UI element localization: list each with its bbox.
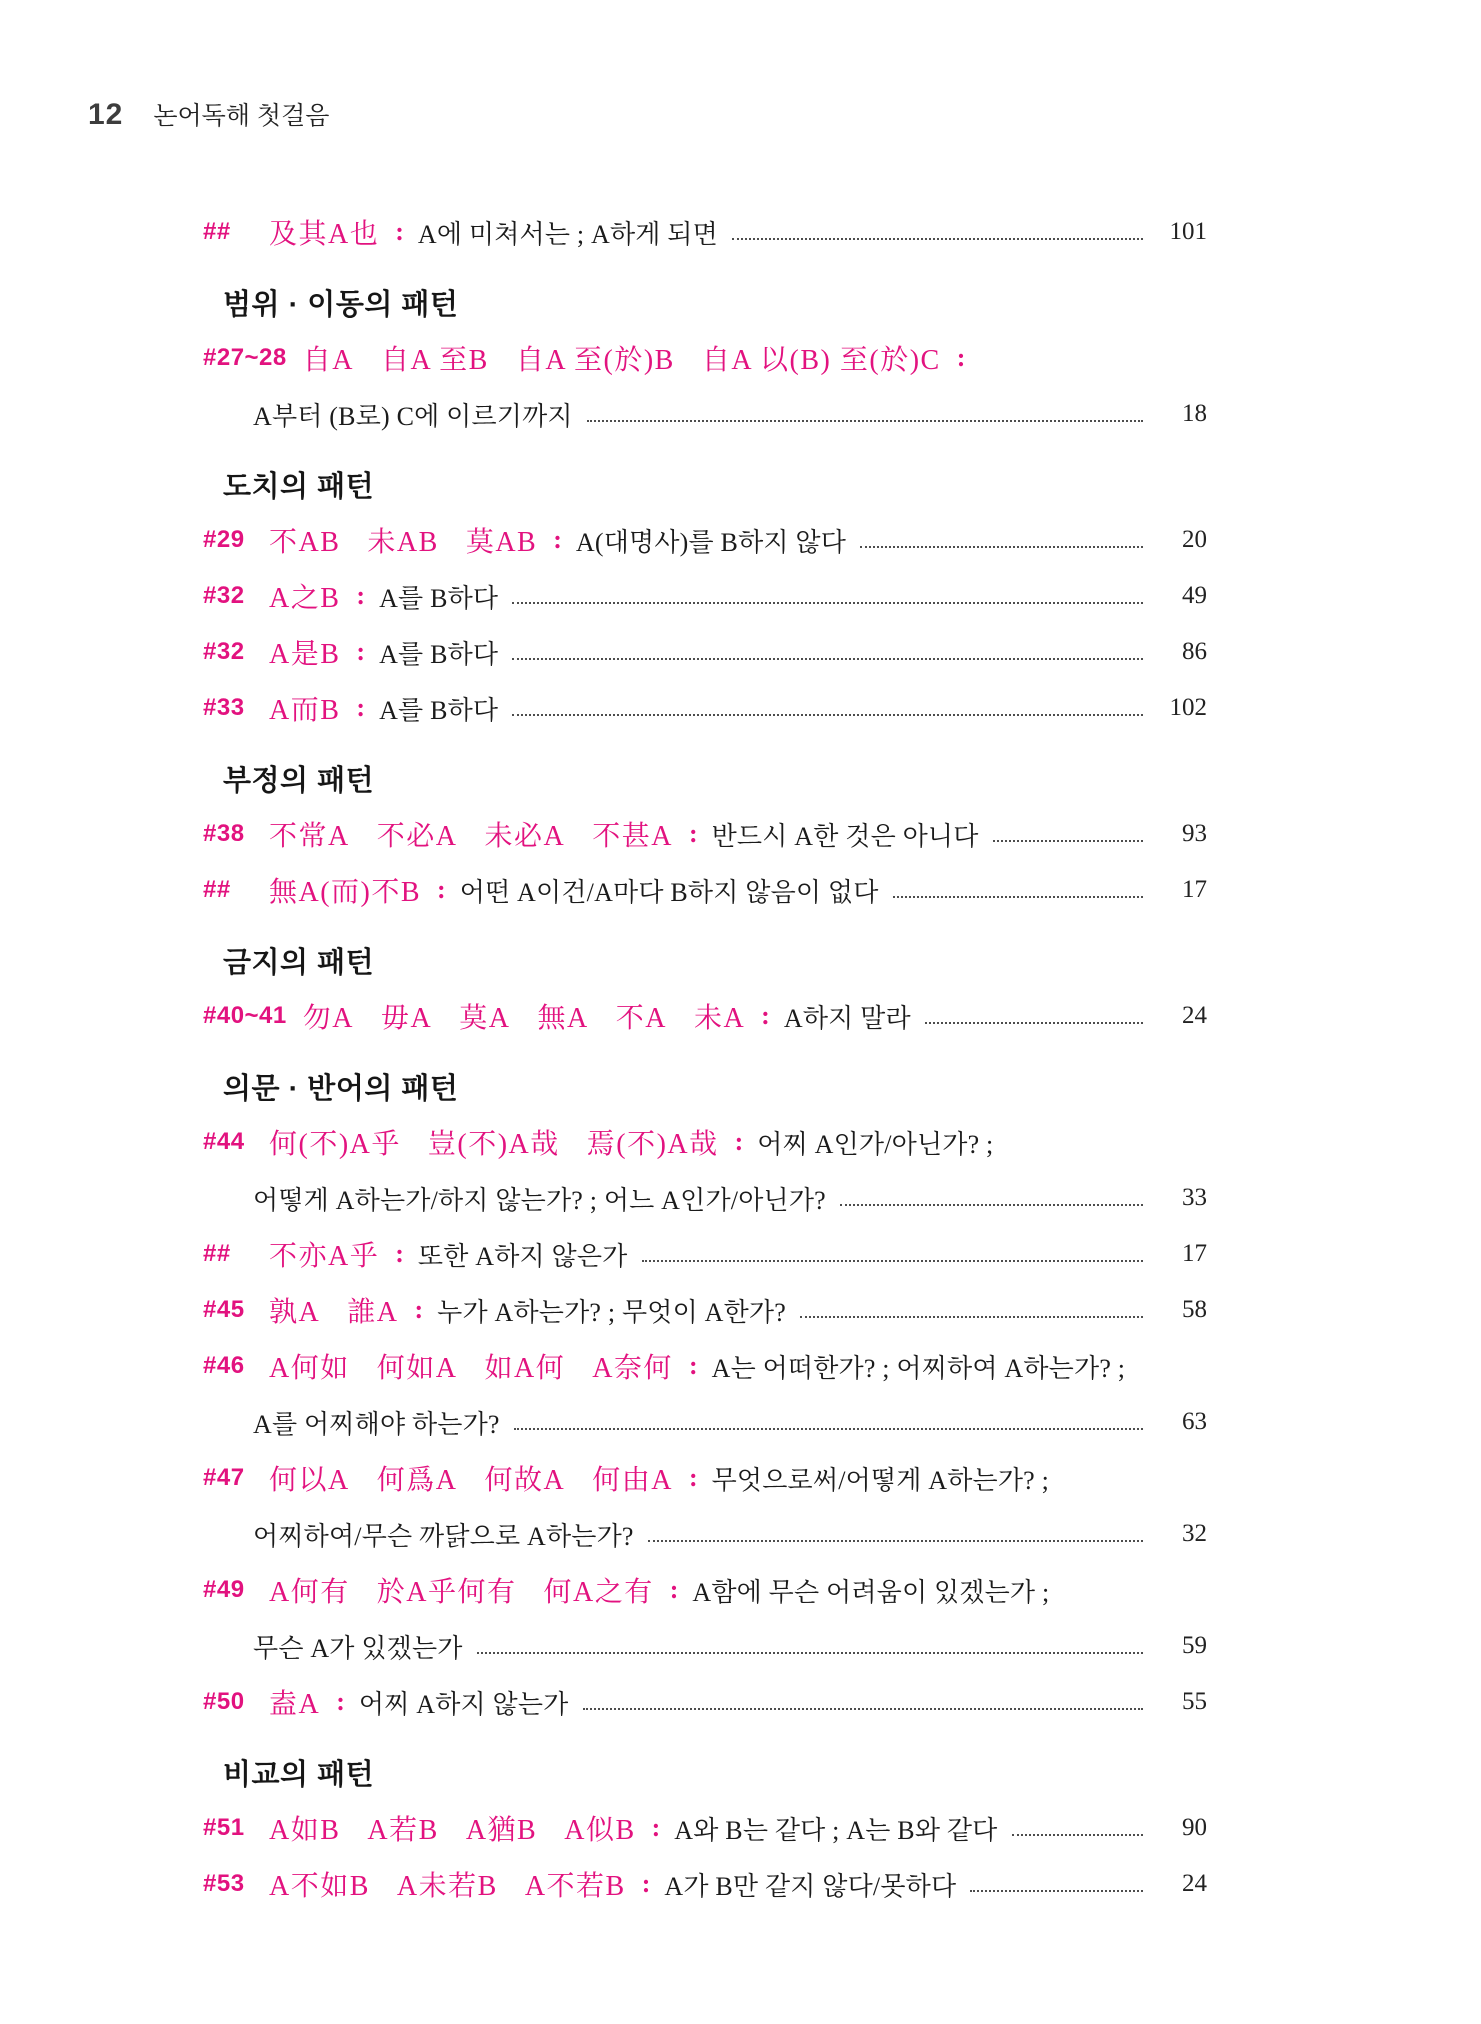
dot-leader [800, 1316, 1143, 1318]
entry-number: #51 [203, 1814, 245, 1841]
page-number: 33 [1182, 1184, 1207, 1211]
entry-description: A함에 무슨 어려움이 있겠는가 ; [692, 1577, 1050, 1607]
entry-description: A하지 말라 [783, 1003, 911, 1033]
dot-leader [512, 602, 1143, 604]
entry-number: #44 [203, 1128, 245, 1155]
hanja-patterns [303, 338, 941, 378]
hanja-pattern: A似B [564, 1815, 636, 1846]
hanja-patterns [269, 576, 340, 616]
dot-leader [732, 238, 1143, 240]
colon-separator: : [356, 637, 366, 666]
entry-description: 어떻게 A하는가/하지 않는가? ; 어느 A인가/아닌가? [253, 1185, 826, 1215]
toc-entry [203, 1674, 1207, 1730]
entry-number: #38 [203, 820, 245, 847]
book-title: 논어독해 첫걸음 [153, 102, 330, 130]
entry-description: 무슨 A가 있겠는가 [253, 1633, 463, 1663]
hanja-patterns [303, 996, 745, 1036]
hanja-pattern: 盍A [269, 1689, 321, 1720]
colon-separator: : [641, 1869, 651, 1898]
colon-separator: : [688, 1463, 698, 1492]
colon-separator: : [356, 693, 366, 722]
page-number: 17 [1182, 876, 1207, 903]
toc-entry [203, 1338, 1207, 1394]
toc-continuation-line [203, 386, 1207, 442]
hanja-patterns [269, 1570, 654, 1610]
hanja-pattern: 未A [693, 1003, 746, 1034]
colon-separator: : [395, 1239, 404, 1268]
hanja-patterns [269, 632, 340, 672]
hanja-pattern: 不甚A [592, 821, 673, 852]
entry-description: 어찌 A하지 않는가 [358, 1689, 569, 1719]
entry-description: 어찌 A인가/아닌가? ; [757, 1129, 994, 1159]
toc-entry [203, 862, 1207, 918]
hanja-patterns [269, 814, 673, 854]
toc-entry [203, 1856, 1207, 1912]
hanja-pattern: A是B [269, 639, 341, 670]
hanja-pattern: 何如A [376, 1353, 458, 1384]
page-number: 18 [1182, 400, 1207, 427]
page-number: 49 [1182, 582, 1207, 609]
section-heading: 비교의 패턴 [223, 1758, 375, 1791]
toc-entry [203, 1226, 1207, 1282]
hanja-pattern: 何(不)A乎 [269, 1129, 401, 1160]
toc-entry [203, 988, 1207, 1044]
toc-continuation-line [203, 1618, 1207, 1674]
hanja-pattern: 不必A [376, 821, 458, 852]
entry-number: #47 [203, 1464, 245, 1491]
hanja-pattern: 自A 至(於)B [515, 345, 675, 376]
entry-number: #46 [203, 1352, 245, 1379]
entry-description: A와 B는 같다 ; A는 B와 같다 [674, 1815, 998, 1845]
toc-entry [203, 204, 1207, 260]
hanja-patterns [269, 1682, 320, 1722]
colon-separator: : [734, 1127, 744, 1156]
toc-list [203, 204, 1207, 1912]
colon-separator: : [688, 1351, 698, 1380]
toc-entry [203, 1450, 1207, 1506]
hanja-pattern: 焉(不)A哉 [586, 1129, 719, 1160]
dot-leader [840, 1204, 1143, 1206]
page-number: 90 [1182, 1814, 1207, 1841]
hanja-pattern: A若B [367, 1815, 439, 1846]
dot-leader [993, 840, 1143, 842]
dot-leader [514, 1428, 1143, 1430]
entry-number: #40~41 [203, 1002, 287, 1029]
toc-continuation-line [203, 1170, 1207, 1226]
entry-number: #33 [203, 694, 245, 721]
hanja-pattern: A如B [269, 1815, 341, 1846]
entry-number: #27~28 [203, 344, 287, 371]
page-number: 93 [1182, 820, 1207, 847]
hanja-pattern: 自A 至B [381, 345, 489, 376]
page-number: 24 [1182, 1870, 1207, 1897]
page-number: 101 [1169, 218, 1207, 245]
hanja-patterns [269, 1234, 379, 1274]
section-heading: 금지의 패턴 [223, 946, 375, 979]
hanja-pattern: 無A [537, 1003, 589, 1034]
hanja-patterns [269, 688, 340, 728]
dot-leader [925, 1022, 1143, 1024]
hanja-pattern: A之B [269, 583, 341, 614]
entry-description: A를 B하다 [379, 583, 499, 613]
hanja-patterns [269, 212, 379, 252]
hanja-pattern: A奈何 [592, 1353, 673, 1384]
page-header [88, 96, 329, 132]
colon-separator: : [336, 1687, 345, 1716]
hanja-pattern: 不常A [269, 821, 350, 852]
toc-entry [203, 1562, 1207, 1618]
hanja-patterns [269, 1864, 626, 1904]
colon-separator: : [414, 1295, 424, 1324]
page-number: 17 [1182, 1240, 1207, 1267]
toc-entry [203, 806, 1207, 862]
dot-leader [893, 896, 1143, 898]
dot-leader [583, 1708, 1144, 1710]
dot-leader [648, 1540, 1143, 1542]
section-heading: 도치의 패턴 [223, 470, 375, 503]
colon-separator: : [956, 343, 966, 372]
entry-description: A를 B하다 [379, 639, 499, 669]
hanja-pattern: 孰A [269, 1297, 321, 1328]
hanja-pattern: 何以A [269, 1465, 350, 1496]
entry-description: 누가 A하는가? ; 무엇이 A한가? [437, 1297, 786, 1327]
toc-entry [203, 624, 1207, 680]
section-heading: 부정의 패턴 [223, 764, 375, 797]
hanja-pattern: 豈(不)A哉 [427, 1129, 560, 1160]
entry-number: ## [203, 218, 231, 245]
page-number: 58 [1182, 1296, 1207, 1323]
entry-number: #32 [203, 582, 245, 609]
hanja-pattern: A何有 [269, 1577, 350, 1608]
hanja-pattern: A猶B [465, 1815, 538, 1846]
entry-description: A를 어찌해야 하는가? [253, 1409, 500, 1439]
hanja-pattern: 未必A [484, 821, 566, 852]
hanja-pattern: 莫AB [465, 527, 538, 558]
dot-leader [512, 714, 1143, 716]
entry-description: A부터 (B로) C에 이르기까지 [253, 401, 573, 431]
toc-entry [203, 1114, 1207, 1170]
hanja-pattern: 莫A [459, 1003, 511, 1034]
colon-separator: : [553, 525, 562, 554]
entry-description: A에 미쳐서는 ; A하게 되면 [417, 219, 718, 249]
hanja-patterns [269, 520, 537, 560]
folio-page-number: 12 [88, 98, 124, 131]
entry-description: A는 어떠한가? ; 어찌하여 A하는가? ; [711, 1353, 1126, 1383]
colon-separator: : [651, 1813, 661, 1842]
entry-number: #32 [203, 638, 245, 665]
entry-number: #29 [203, 526, 245, 553]
hanja-pattern: 無A(而)不B [269, 877, 422, 908]
hanja-pattern: 何A之有 [543, 1577, 654, 1608]
entry-description: A를 B하다 [379, 695, 499, 725]
hanja-pattern: 未AB [367, 527, 439, 558]
hanja-pattern: 不A [615, 1003, 667, 1034]
dot-leader [860, 546, 1143, 548]
hanja-patterns [269, 1346, 673, 1386]
hanja-patterns [269, 1122, 719, 1162]
toc-entry [203, 512, 1207, 568]
hanja-pattern: 自A [302, 345, 354, 376]
entry-number: #49 [203, 1576, 245, 1603]
entry-description: 무엇으로써/어떻게 A하는가? ; [711, 1465, 1050, 1495]
entry-description: 어떤 A이건/A마다 B하지 않음이 없다 [459, 877, 879, 907]
dot-leader [970, 1890, 1143, 1892]
page-number: 63 [1182, 1408, 1207, 1435]
toc-continuation-line [203, 1394, 1207, 1450]
hanja-pattern: 毋A [381, 1003, 433, 1034]
hanja-pattern: 何爲A [376, 1465, 458, 1496]
toc-entry [203, 1282, 1207, 1338]
hanja-patterns [269, 870, 421, 910]
dot-leader [512, 658, 1143, 660]
page-number: 59 [1182, 1632, 1207, 1659]
hanja-patterns [269, 1458, 673, 1498]
entry-number: ## [203, 1240, 231, 1267]
hanja-pattern: A何如 [269, 1353, 350, 1384]
colon-separator: : [761, 1001, 770, 1030]
hanja-pattern: 如A何 [484, 1353, 566, 1384]
hanja-pattern: A未若B [396, 1871, 498, 1902]
hanja-pattern: 不亦A乎 [269, 1241, 380, 1272]
toc-continuation-line [203, 1506, 1207, 1562]
hanja-pattern: A而B [269, 695, 341, 726]
entry-description: 어찌하여/무슨 까닭으로 A하는가? [253, 1521, 634, 1551]
entry-number: #50 [203, 1688, 245, 1715]
toc-entry [203, 568, 1207, 624]
page-number: 55 [1182, 1688, 1207, 1715]
colon-separator: : [437, 875, 446, 904]
dot-leader [642, 1260, 1144, 1262]
page-number: 24 [1182, 1002, 1207, 1029]
entry-number: ## [203, 876, 231, 903]
entry-number: #45 [203, 1296, 245, 1323]
page-number: 86 [1182, 638, 1207, 665]
dot-leader [587, 420, 1143, 422]
toc-entry [203, 680, 1207, 736]
hanja-patterns [269, 1290, 398, 1330]
hanja-pattern: 自A 以(B) 至(於)C [701, 345, 941, 376]
entry-number: #53 [203, 1870, 245, 1897]
colon-separator: : [356, 581, 366, 610]
toc-entry [203, 330, 1207, 386]
hanja-pattern: A不若B [524, 1871, 626, 1902]
entry-description: 반드시 A한 것은 아니다 [711, 821, 979, 851]
hanja-pattern: 誰A [347, 1297, 399, 1328]
hanja-pattern: 勿A [302, 1003, 354, 1034]
dot-leader [477, 1652, 1143, 1654]
page-number: 32 [1182, 1520, 1207, 1547]
hanja-patterns [269, 1808, 636, 1848]
toc-entry [203, 1800, 1207, 1856]
colon-separator: : [395, 217, 404, 246]
page-number: 20 [1182, 526, 1207, 553]
entry-description: A가 B만 같지 않다/못하다 [664, 1871, 957, 1901]
hanja-pattern: 於A乎何有 [376, 1577, 517, 1608]
hanja-pattern: A不如B [269, 1871, 370, 1902]
hanja-pattern: 何故A [484, 1465, 566, 1496]
page-number: 102 [1169, 694, 1207, 721]
hanja-pattern: 不AB [269, 527, 341, 558]
colon-separator: : [669, 1575, 679, 1604]
colon-separator: : [688, 819, 698, 848]
entry-description: 또한 A하지 않은가 [417, 1241, 628, 1271]
section-heading: 의문 · 반어의 패턴 [223, 1072, 459, 1105]
dot-leader [1012, 1834, 1144, 1836]
entry-description: A(대명사)를 B하지 않다 [575, 527, 847, 557]
hanja-pattern: 何由A [592, 1465, 673, 1496]
hanja-pattern: 及其A也 [269, 219, 380, 250]
section-heading: 범위 · 이동의 패턴 [223, 288, 459, 321]
